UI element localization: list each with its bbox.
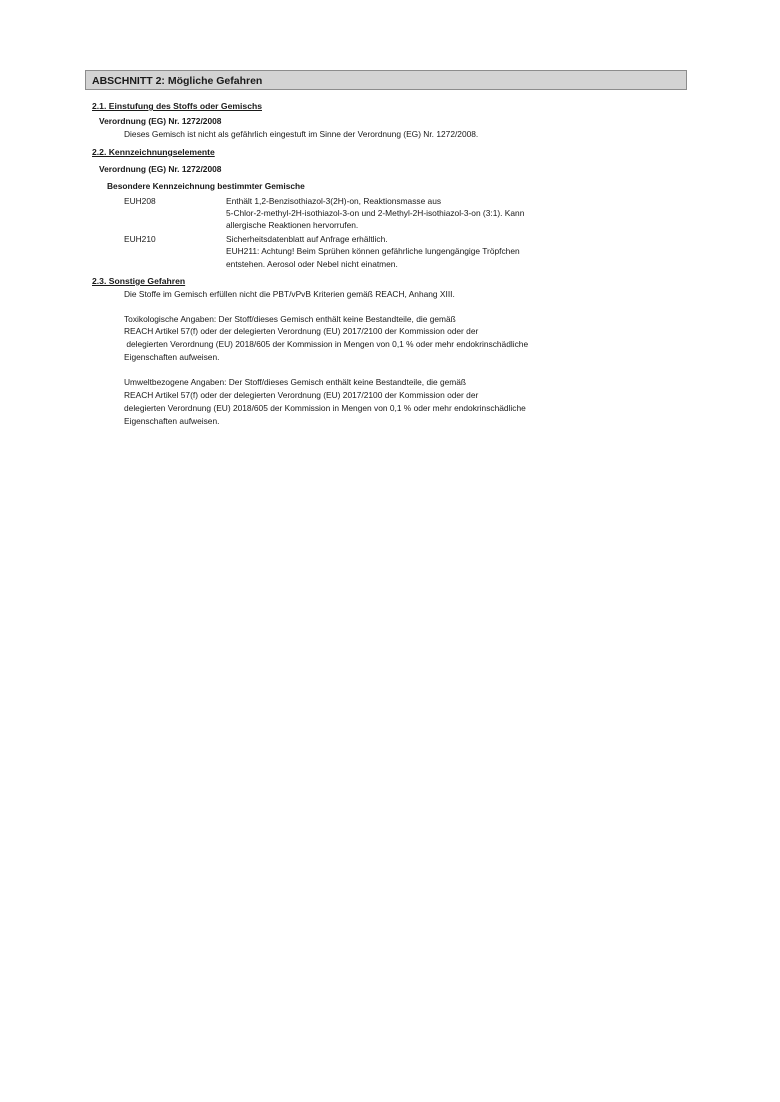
env-text-line: REACH Artikel 57(f) oder der delegierten Verordnung (EU) 2017/2100 der Kommission oder der bbox=[124, 390, 479, 400]
tox-text-line: Toxikologische Angaben: Der Stoff/dieses Gemisch enthält keine Bestandteile, die gemäß bbox=[124, 314, 456, 324]
special-labelling-subheading: Besondere Kennzeichnung bestimmter Gemische bbox=[107, 181, 305, 191]
hazard-text-line: 5-Chlor-2-methyl-2H-isothiazol-3-on und 2-Methyl-2H-isothiazol-3-on (3:1). Kann bbox=[226, 208, 525, 218]
heading-2-1: 2.1. Einstufung des Stoffs oder Gemischs bbox=[92, 101, 262, 111]
section-header: ABSCHNITT 2: Mögliche Gefahren bbox=[85, 70, 687, 90]
hazard-code: EUH208 bbox=[124, 196, 156, 206]
regulation-2-2: Verordnung (EG) Nr. 1272/2008 bbox=[99, 164, 222, 174]
tox-text-line: REACH Artikel 57(f) oder der delegierten Verordnung (EU) 2017/2100 der Kommission oder der bbox=[124, 326, 479, 336]
pbt-text: Die Stoffe im Gemisch erfüllen nicht die PBT/vPvB Kriterien gemäß REACH, Anhang XIII. bbox=[124, 289, 455, 299]
hazard-code: EUH210 bbox=[124, 234, 156, 244]
regulation-2-1: Verordnung (EG) Nr. 1272/2008 bbox=[99, 116, 222, 126]
tox-text-line: Eigenschaften aufweisen. bbox=[124, 352, 220, 362]
env-text-line: delegierten Verordnung (EU) 2018/605 der Kommission in Mengen von 0,1 % oder mehr endokrinschädliche bbox=[124, 403, 526, 413]
tox-text-line: delegierten Verordnung (EU) 2018/605 der Kommission in Mengen von 0,1 % oder mehr endokrinschädliche bbox=[124, 339, 529, 349]
env-text-line: Umweltbezogene Angaben: Der Stoff/dieses Gemisch enthält keine Bestandteile, die gemäß bbox=[124, 377, 467, 387]
heading-2-3: 2.3. Sonstige Gefahren bbox=[92, 276, 186, 286]
hazard-text-line: Sicherheitsdatenblatt auf Anfrage erhältlich. bbox=[226, 234, 388, 244]
classification-text: Dieses Gemisch ist nicht als gefährlich eingestuft im Sinne der Verordnung (EG) Nr. 1272/2008. bbox=[124, 129, 479, 139]
heading-2-2: 2.2. Kennzeichnungselemente bbox=[92, 147, 215, 157]
hazard-text-line: Enthält 1,2-Benzisothiazol-3(2H)-on, Reaktionsmasse aus bbox=[226, 196, 442, 206]
hazard-text-line: allergische Reaktionen hervorrufen. bbox=[226, 220, 359, 230]
env-text-line: Eigenschaften aufweisen. bbox=[124, 416, 220, 426]
hazard-text-line: entstehen. Aerosol oder Nebel nicht einatmen. bbox=[226, 259, 398, 269]
hazard-text-line: EUH211: Achtung! Beim Sprühen können gefährliche lungengängige Tröpfchen bbox=[226, 246, 520, 256]
